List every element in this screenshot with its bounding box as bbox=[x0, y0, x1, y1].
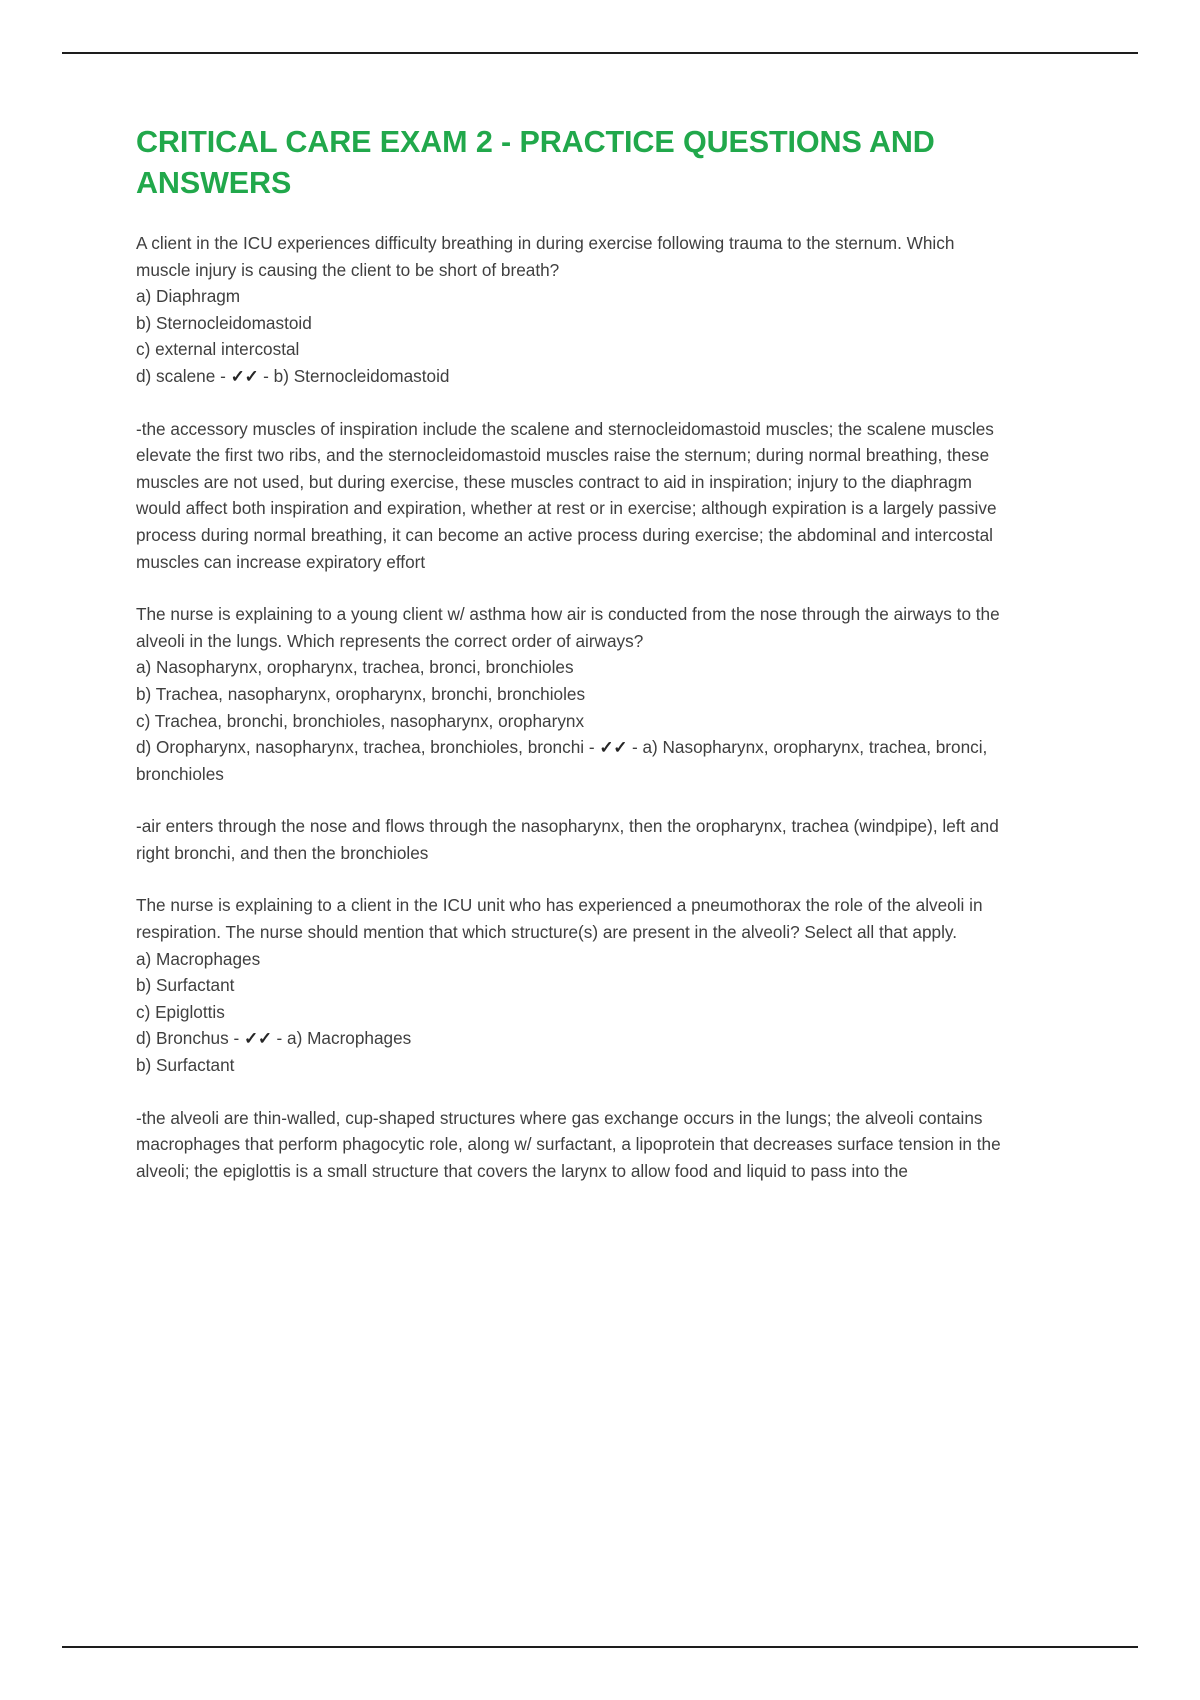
question-option-3c: c) Epiglottis bbox=[136, 1001, 225, 1022]
question-option-2c: c) Trachea, bronchi, bronchioles, nasopharynx, oropharynx bbox=[136, 710, 585, 731]
question-stem-2: The nurse is explaining to a young client w/ asthma how air is conducted from the nose through the airways to the alveoli in the lungs. Which represents the correct order of airways? bbox=[136, 604, 1005, 651]
question-option-1b: b) Sternocleidomastoid bbox=[136, 312, 312, 333]
question-option-3a: a) Macrophages bbox=[136, 948, 261, 969]
question-block-3 bbox=[136, 892, 1008, 1078]
question-option-2b: b) Trachea, nasopharynx, oropharynx, bronchi, bronchioles bbox=[136, 683, 586, 704]
question-answer-line-2 bbox=[136, 734, 1008, 787]
question-stem-3: The nurse is explaining to a client in the ICU unit who has experienced a pneumothorax the role of the alveoli in respiration. The nurse should mention that which structure(s) are present in the alveoli? Select all that apply. bbox=[136, 895, 988, 943]
page-top-rule bbox=[62, 52, 1138, 54]
explanation-block-3 bbox=[136, 1105, 1008, 1185]
question-answer-line-1 bbox=[136, 363, 1008, 390]
question-option-3b: b) Surfactant bbox=[136, 975, 235, 996]
question-option-1c: c) external intercostal bbox=[136, 339, 300, 360]
question-stem-1: A client in the ICU experiences difficulty breathing in during exercise following trauma to the sternum. Which muscle injury is causing the client to be short of breath? bbox=[136, 233, 960, 280]
explanation-text-1: -the accessory muscles of inspiration include the scalene and sternocleidomastoid muscles; the scalene muscles elevate the first two ribs, and the sternocleidomastoid muscles raise the sternum; during normal breathing, these muscles are not used, but during exercise, these muscles contract to aid in inspiration; injury to the diaphragm would affect both inspiration and expiration, whether at rest or in exercise; although expiration is a largely passive process during normal breathing, it can become an active process during exercise; the abdominal and intercostal muscles can increase expiratory effort bbox=[136, 418, 1002, 572]
question-answer-extra-3: b) Surfactant bbox=[136, 1055, 235, 1076]
document-content bbox=[136, 122, 1008, 1184]
answer-suffix-3: - a) Macrophages bbox=[271, 1028, 412, 1049]
answer-suffix-1: - b) Sternocleidomastoid bbox=[258, 365, 450, 386]
check-mark-icon: ✓✓ bbox=[243, 1028, 272, 1049]
answer-prefix-2: d) Oropharynx, nasopharynx, trachea, bronchioles, bronchi - bbox=[136, 737, 600, 758]
page-title: CRITICAL CARE EXAM 2 - PRACTICE QUESTIONS AND ANSWERS bbox=[136, 125, 935, 200]
answer-suffix-2: - a) Nasopharynx, oropharynx, trachea, bronci, bronchioles bbox=[136, 737, 993, 784]
check-mark-icon: ✓✓ bbox=[230, 365, 259, 386]
explanation-block-2 bbox=[136, 813, 1008, 866]
page-bottom-rule bbox=[62, 1646, 1138, 1648]
question-option-1a: a) Diaphragm bbox=[136, 286, 241, 307]
question-option-2a: a) Nasopharynx, oropharynx, trachea, bronci, bronchioles bbox=[136, 657, 574, 678]
explanation-block-1 bbox=[136, 416, 1008, 576]
answer-prefix-1: d) scalene - bbox=[136, 365, 231, 386]
question-block-1 bbox=[136, 230, 1008, 390]
explanation-text-3: -the alveoli are thin-walled, cup-shaped structures where gas exchange occurs in the lungs; the alveoli contains macrophages that perform phagocytic role, along w/ surfactant, a lipoprotein that decreases surface tension in the alveoli; the epiglottis is a small structure that covers the larynx to allow food and liquid to pass into the bbox=[136, 1107, 1006, 1181]
check-mark-icon: ✓✓ bbox=[599, 737, 628, 758]
question-block-2 bbox=[136, 601, 1008, 787]
answer-prefix-3: d) Bronchus - bbox=[136, 1028, 244, 1049]
explanation-text-2: -air enters through the nose and flows through the nasopharynx, then the oropharynx, trachea (windpipe), left and right bronchi, and then the bronchioles bbox=[136, 816, 1004, 863]
question-answer-line-3 bbox=[136, 1025, 1008, 1052]
